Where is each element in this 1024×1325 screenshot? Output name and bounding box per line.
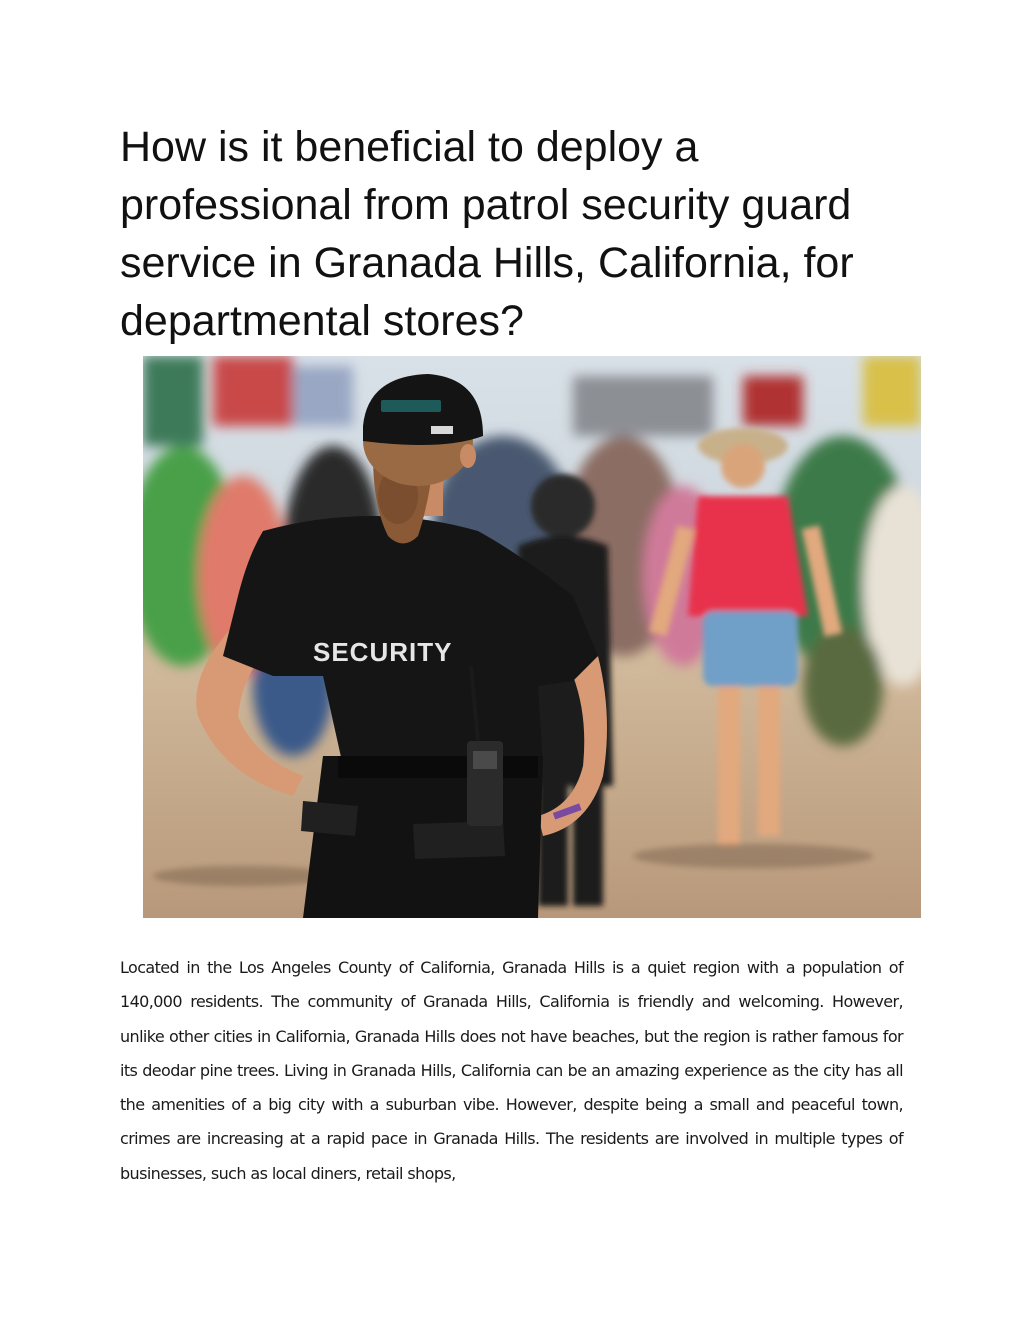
shirt-security-text: SECURITY [313,637,453,667]
article-paragraph: Located in the Los Angeles County of California, Granada Hills is a quiet region with a population of 140,000 residents. The community of Granada Hills, California is friendly and welcoming. However, unlike other cities in California, Granada Hills does not have beaches, but the region is rather famous for its deodar pine trees. Living in Granada Hills, California can be an amazing experience as the city has all the amenities of a big city with a suburban vibe. However, despite being a small and peaceful town, crimes are increasing at a rapid pace in Granada Hills. The residents are involved in multiple types of businesses, such as local diners, retail shops, [120,958,903,1183]
article-title: How is it beneficial to deploy a professional from patrol security guard service in Granada Hills, California, for departmental stores? [120,123,854,345]
security-guard-photo [143,356,921,918]
